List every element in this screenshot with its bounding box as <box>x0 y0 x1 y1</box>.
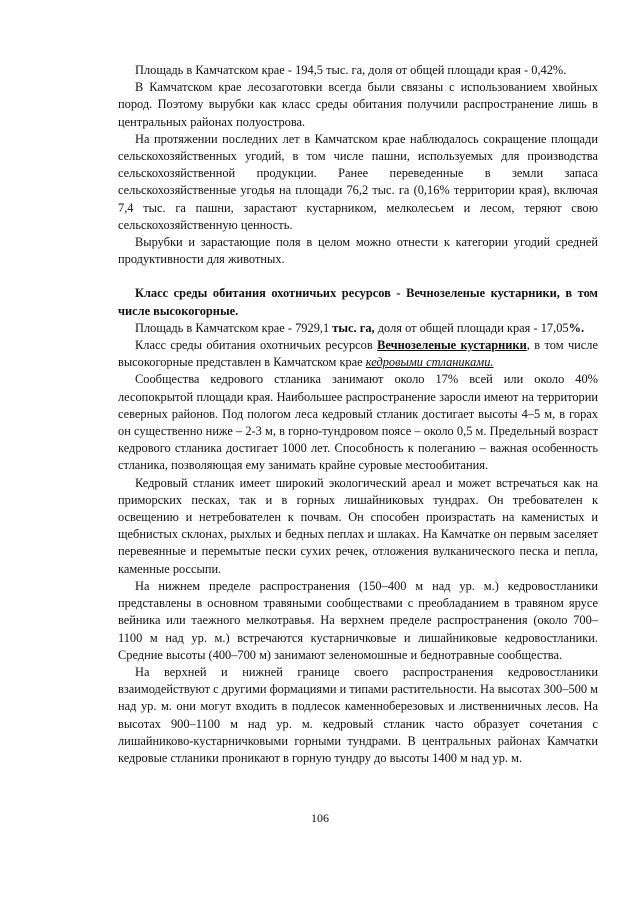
paragraph-lower-limit: На нижнем пределе распространения (150–400 м над ур. м.) кедровостланики представлены в основном травяными сообществами с преобладанием в травяном ярусе вейника или таежного мелкотравья. На верхнем пределе распространения (около 700–1100 м над ур. м.) встречаются кустарничковые и лишайниковые кедровостланики. Средние высоты (400–700 м) занимают зеленомошные и беднотравные сообщества. <box>118 578 598 662</box>
class-text-start: Класс среды обитания охотничьих ресурсов <box>135 338 378 353</box>
class-name: Вечнозеленые кустарники <box>377 338 527 353</box>
paragraph-logging: В Камчатском крае лесозаготовки всегда были связаны с использованием хвойных пород. Поэтому вырубки как класс среды обитания получили распространение лишь в центральных районах полуострова. <box>118 80 598 129</box>
area-text-start: Площадь в Камчатском крае - 7929,1 <box>135 320 333 335</box>
paragraph-productivity: Вырубки и зарастающие поля в целом можно отнести к категории угодий средней продуктивности для животных. <box>118 235 598 267</box>
section-heading: Класс среды обитания охотничьих ресурсов - Вечнозеленые кустарники, в том числе высокогорные. <box>118 286 598 318</box>
area-text-mid: доля от общей площади края - 17,05 <box>374 320 569 335</box>
paragraph-agricultural-land: На протяжении последних лет в Камчатском крае наблюдалось сокращение площади сельскохозяйственных угодий, в том числе пашни, используемых для производства сельскохозяйственной продукции. Ранее переведенные в земли запаса сельскохозяйственные угодья на площади 76,2 тыс. га (0,16% территории края), включая 7,4 тыс. га пашни, зарастают кустарником, мелколесьем и лесом, теряют свою сельскохозяйственную ценность. <box>118 131 598 232</box>
area-unit: тыс. га, <box>332 320 375 335</box>
area-percent-sign: %. <box>568 320 585 335</box>
page-number: 106 <box>311 811 329 825</box>
species-name: кедровыми стланиками. <box>365 355 494 370</box>
paragraph-class-description <box>118 337 598 371</box>
paragraph-area-cutting: Площадь в Камчатском крае - 194,5 тыс. га, доля от общей площади края - 0,42%. <box>135 63 567 77</box>
paragraph-ecology: Кедровый стланик имеет широкий экологический ареал и может встречаться как на приморских песках, так и в горных лишайниковых тундрах. Он требователен к освещению и нетребователен к почвам. Он способен произрастать на каменистых и щебнистых склонах, рыхлых и бедных пеплах и шлаках. На Камчатке он первым заселяет перевеянные и перемытые пески сухих речек, отложения вулканического песка и пепла, каменные россыпи. <box>118 475 598 576</box>
page-content <box>118 62 598 767</box>
section-gap <box>118 268 598 285</box>
paragraph-communities: Сообщества кедрового стланика занимают около 17% всей или около 40% лесопокрытой площади края. Наибольшее распространение заросли имеют на территории северных районов. Под пологом леса кедровый стланик достигает высоты 4–5 м, в горах он существенно ниже – 2-3 м, в горно-тундровом поясе – около 0,5 м. Предельный возраст кедрового стланика достигает 1000 лет. Способность к полеганию – важная особенность стланика, позволяющая ему занимать крайне суровые местообитания. <box>118 372 598 473</box>
paragraph-borders: На верхней и нижней границе своего распространения кедровостланики взаимодействуют с другими формациями и типами растительности. На высотах 300–500 м над ур. м. они могут входить в подлесок каменноберезовых и лиственничных лесов. На высотах 900–1100 м над ур. м. кедровый стланик часто образует сочетания с лишайниково-кустарничковыми горными тундрами. В центральных районах Камчатки кедровые стланики проникают в горную тундру до высоты 1400 м над ур. м. <box>118 664 598 765</box>
class-text-mid: , в том числе высокогорные представлен в Камчатском крае <box>118 338 598 370</box>
paragraph-area-shrubs <box>118 320 598 337</box>
